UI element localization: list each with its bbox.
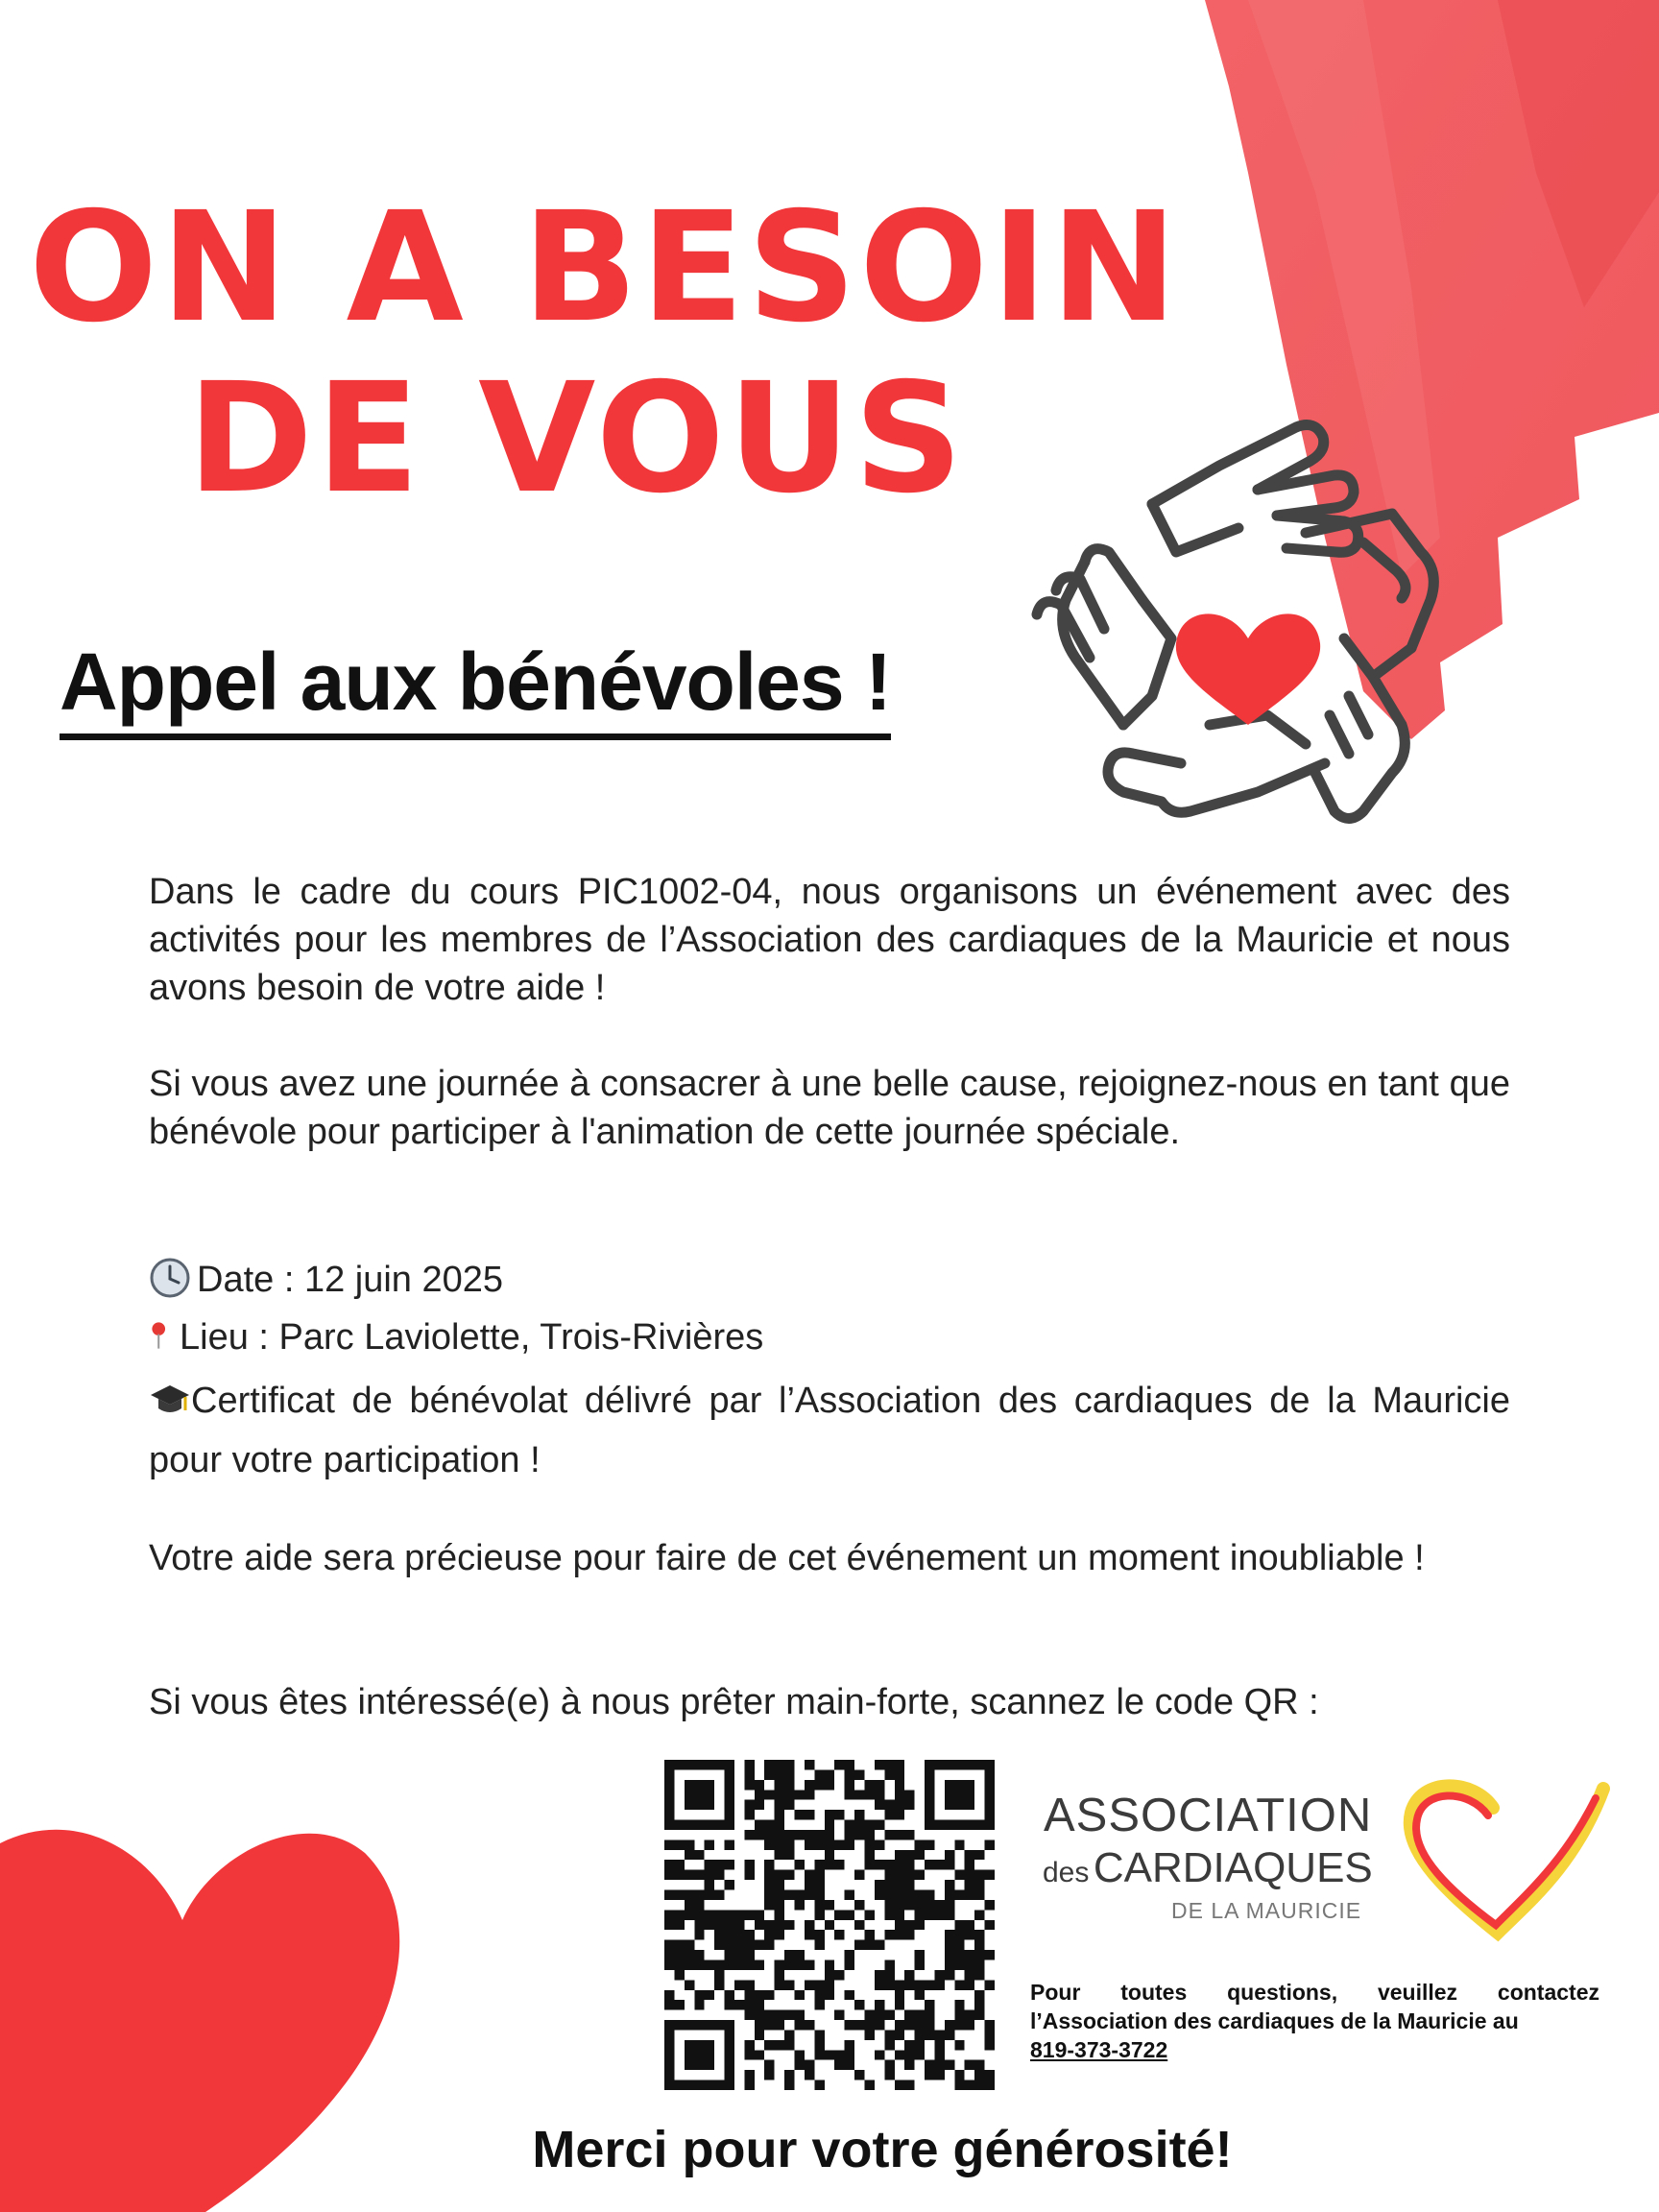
association-logo [1037, 1781, 1613, 1935]
logo-line-3: DE LA MAURICIE [1171, 1898, 1362, 1923]
location-line [149, 1313, 1510, 1361]
logo-line-2 [1043, 1844, 1373, 1892]
logo-des: des [1043, 1857, 1090, 1888]
volunteer-paragraph: Si vous avez une journée à consacrer à une belle cause, rejoignez-nous en tant que bénévole pour participer à l'animation de cette journée spéciale. [149, 1064, 1510, 1152]
qr-instruction: Si vous êtes intéressé(e) à nous prêter main-forte, scannez le code QR : [149, 1682, 1319, 1722]
headline-line-1: ON A BESOIN [29, 180, 1181, 356]
help-paragraph: Votre aide sera précieuse pour faire de cet événement un moment inoubliable ! [149, 1538, 1425, 1578]
pin-icon [149, 1314, 178, 1357]
certificate-text: Certificat de bénévolat délivré par l’Association des cardiaques de la Mauricie pour votre participation ! [149, 1381, 1510, 1480]
date-text: Date : 12 juin 2025 [197, 1260, 504, 1300]
qr-code-icon[interactable] [664, 1760, 995, 2090]
date-line [149, 1256, 1510, 1304]
phone-link[interactable]: 819-373-3722 [1030, 2037, 1168, 2062]
graduation-cap-icon [149, 1378, 191, 1420]
logo-cardiaques: CARDIAQUES [1093, 1844, 1373, 1891]
contact-text [1030, 1978, 1599, 2064]
hands-circle-heart-icon [1018, 408, 1479, 850]
subtitle: Appel aux bénévoles ! [60, 634, 891, 740]
clock-icon [149, 1257, 191, 1299]
heart-outline-icon [1382, 1769, 1613, 1952]
intro-paragraph: Dans le cadre du cours PIC1002-04, nous organisons un événement avec des activités pour les membres de l’Association des cardiaques de la Mauricie et nous avons besoin de votre aide ! [149, 872, 1510, 1008]
location-text: Lieu : Parc Laviolette, Trois-Rivières [180, 1317, 764, 1358]
headline-line-2: DE VOUS [187, 350, 966, 527]
logo-line-1: ASSOCIATION [1044, 1790, 1373, 1841]
thanks-footer: Merci pour votre générosité! [532, 2121, 1233, 2178]
contact-message: Pour toutes questions, veuillez contactez l’Association des cardiaques de la Mauricie au [1030, 1980, 1599, 2033]
certificate-line [149, 1371, 1510, 1490]
